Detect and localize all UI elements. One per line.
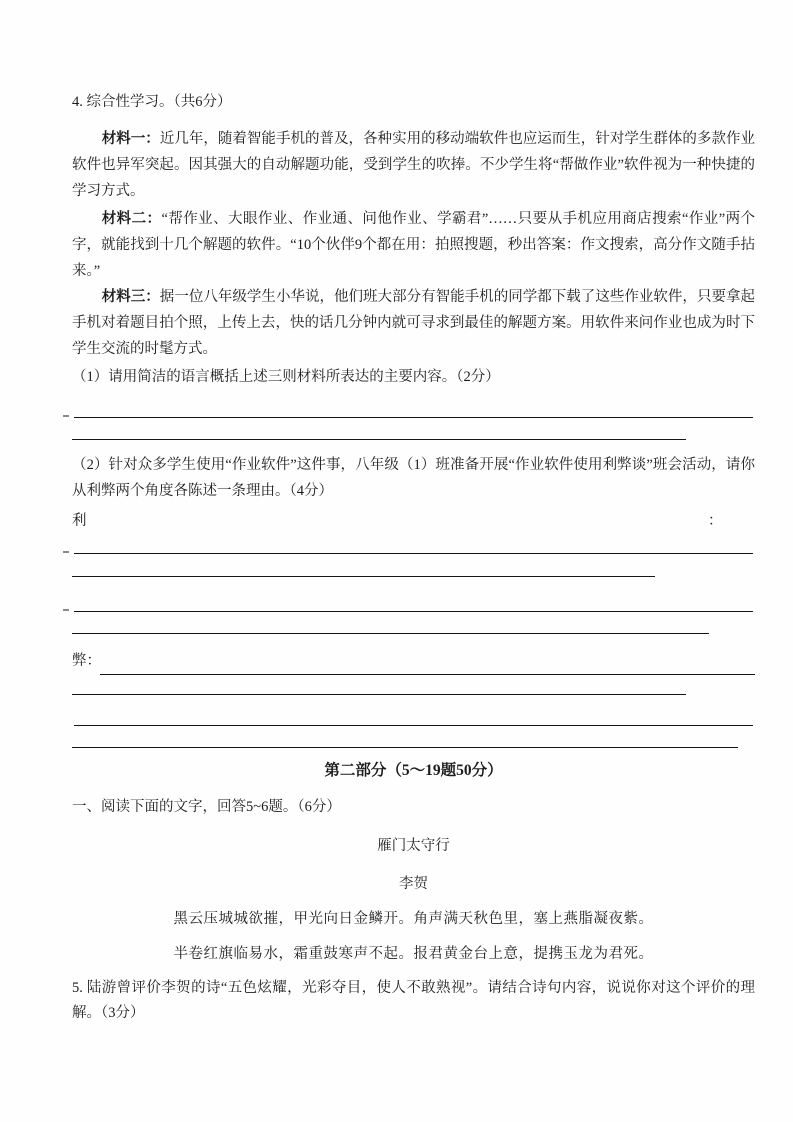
poem-line-2: 半卷红旗临易水，霜重鼓寒声不起。报君黄金台上意，提携玉龙为君死。 <box>173 946 654 962</box>
answer-line <box>74 417 753 418</box>
question-5: 5. 陆游曾评价李贺的诗“五色炫耀，光彩夺目，使人不敢熟视”。请结合诗句内容，说说你对这个评价的理解。（3分） <box>72 980 755 1021</box>
material-paragraph-3 <box>72 284 755 362</box>
material-1-text: 近几年，随着智能手机的普及，各种实用的移动端软件也应运而生，针对学生群体的多款作业软件也异军突起。因其强大的自动解题功能，受到学生的吹捧。不少学生将“帮做作业”软件视为一种快捷的学习方式。 <box>72 131 756 199</box>
material-paragraph-2 <box>72 206 755 284</box>
material-2-label: 材料二： <box>101 211 162 227</box>
cons-label: 弊： <box>72 653 101 669</box>
cons-answer-line <box>100 674 755 675</box>
material-1-label: 材料一： <box>101 131 160 147</box>
poem-author: 李贺 <box>399 876 428 892</box>
answer-line <box>72 747 738 748</box>
answer-line <box>74 611 753 612</box>
poem-title: 雁门太守行 <box>377 838 450 854</box>
answer-line <box>72 633 709 634</box>
poem-line-1: 黑云压城城欲摧，甲光向日金鳞开。角声满天秋色里，塞上燕脂凝夜紫。 <box>173 911 654 927</box>
question-4-heading: 4. 综合性学习。（共6分） <box>72 94 232 110</box>
answer-line <box>72 439 686 440</box>
material-paragraph-1 <box>72 126 755 204</box>
material-2-text: “帮作业、大眼作业、作业通、问他作业、学霸君”……只要从手机应用商店搜索“作业”两个字，就能找到十几个解题的软件。“10个伙伴9个都在用：拍照搜题，秒出答案：作文搜索，高分作文随手拈来。” <box>72 211 756 279</box>
answer-line <box>72 694 686 695</box>
material-3-label: 材料三： <box>101 289 160 305</box>
part-two-header: 第二部分（5～19题50分） <box>324 762 503 779</box>
pros-label-row <box>72 510 755 532</box>
subquestion-1: （1）请用简洁的语言概括上述三则材料所表达的主要内容。（2分） <box>72 369 500 385</box>
material-3-text: 据一位八年级学生小华说，他们班大部分有智能手机的同学都下载了这些作业软件，只要拿起手机对着题目拍个照，上传上去，快的话几分钟内就可寻求到最佳的解题方案。用软件来问作业也成为时下学生交流的时髦方式。 <box>72 289 756 357</box>
section-one-intro: 一、阅读下面的文字，回答5~6题。（6分） <box>72 799 341 815</box>
subquestion-2: （2）针对众多学生使用“作业软件”这件事，八年级（1）班准备开展“作业软件使用利弊谈”班会活动，请你从利弊两个角度各陈述一条理由。（4分） <box>72 457 755 499</box>
cons-label-row <box>72 650 755 672</box>
pros-label: 利 <box>72 513 87 529</box>
answer-line <box>74 553 753 554</box>
answer-line <box>74 725 753 726</box>
answer-line <box>72 576 655 577</box>
pros-colon: ： <box>708 513 723 529</box>
